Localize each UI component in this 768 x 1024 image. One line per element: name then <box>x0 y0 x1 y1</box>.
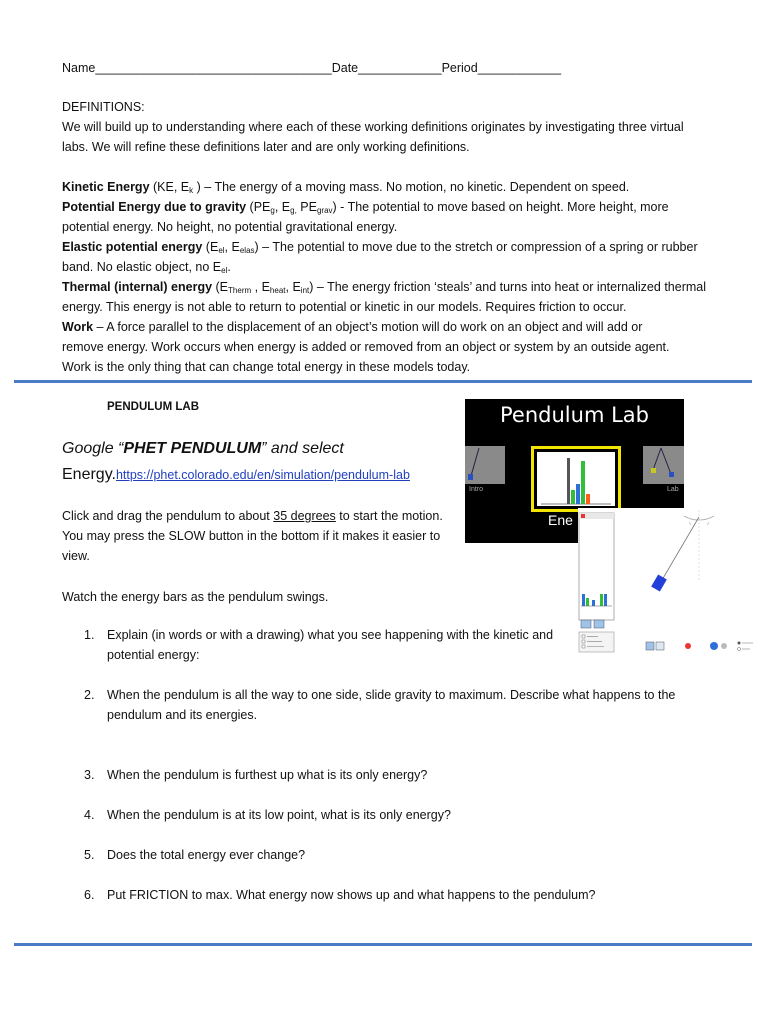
elastic-definition-2: band. No elastic object, no $E_{el}$. <box>62 260 231 275</box>
section-divider-top <box>14 380 752 383</box>
section-divider-bottom <box>14 943 752 946</box>
thermal-definition: Thermal (internal) energy ($E_{Therm}$ , $E_{heat}$, $E_{int}$) – The energy friction ‘steals’ and turns into heat or internalized thermal <box>62 280 706 295</box>
intro-screen-label: Intro <box>469 486 484 493</box>
kinetic-definition: Kinetic Energy (KE, $E_k$ ) – The energy of a moving mass. No motion, no kinetic. Dependent on speed. <box>62 180 630 195</box>
potential-definition-2: potential energy. No height, no potential gravitational energy. <box>62 220 398 234</box>
definitions-intro-2: labs. We will refine these definitions later and are only working definitions. <box>62 140 470 154</box>
elastic-definition: Elastic potential energy ($E_{el}$, $E_{elas}$) – The potential to move due to the stretch or compression of a spring or rubber <box>62 240 698 255</box>
energy-screen-label: Ene <box>548 512 573 528</box>
watch-instruction: Watch the energy bars as the pendulum swings. <box>62 590 329 604</box>
pendulum-lab-title: PENDULUM LAB <box>107 401 199 413</box>
definitions-intro: We will build up to understanding where each of these working definitions originates by investigating three virtual <box>62 120 684 134</box>
thermal-definition-2: energy. This energy is not able to return to potential or kinetic in our models. Requires friction to occur. <box>62 300 627 314</box>
potential-definition: Potential Energy due to gravity ($PE_g$, $E_{g,}$ $PE_{grav}$) - The potential to move based on height. More height, more <box>62 200 669 215</box>
work-definition: Work – A force parallel to the displacement of an object’s motion will do work on an object and will add or <box>62 320 643 334</box>
slow-instruction: You may press the SLOW button in the bottom if it makes it easier to <box>62 529 441 543</box>
energy-screen-thumbnail <box>531 446 621 512</box>
definitions-heading: DEFINITIONS: <box>62 100 145 114</box>
question-2-cont: pendulum and its energies. <box>107 708 258 722</box>
intro-screen-thumbnail <box>465 446 505 484</box>
google-instruction: Google “PHET PENDULUM” and select <box>62 440 344 457</box>
question-1-cont: potential energy: <box>107 648 200 662</box>
name-date-period-line: Name__________________________________Date____________Period____________ <box>62 61 562 75</box>
work-definition-3: Work is the only thing that can change total energy in these models today. <box>62 360 471 374</box>
lab-screen-label: Lab <box>667 486 679 493</box>
phet-banner-title: Pendulum Lab <box>500 403 649 427</box>
slow-instruction-2: view. <box>62 549 90 563</box>
work-definition-2: remove energy. Work occurs when energy is added or removed from an object or system by an outside agent. <box>62 340 670 354</box>
energy-link-line: Energy.https://phet.colorado.edu/en/simulation/pendulum-lab <box>62 466 410 483</box>
phet-energy-screen-image <box>578 508 754 654</box>
drag-instruction: Click and drag the pendulum to about 35 degrees to start the motion. <box>62 509 443 523</box>
lab-screen-thumbnail <box>643 446 684 484</box>
phet-link[interactable]: https://phet.colorado.edu/en/simulation/pendulum-lab <box>115 468 410 482</box>
